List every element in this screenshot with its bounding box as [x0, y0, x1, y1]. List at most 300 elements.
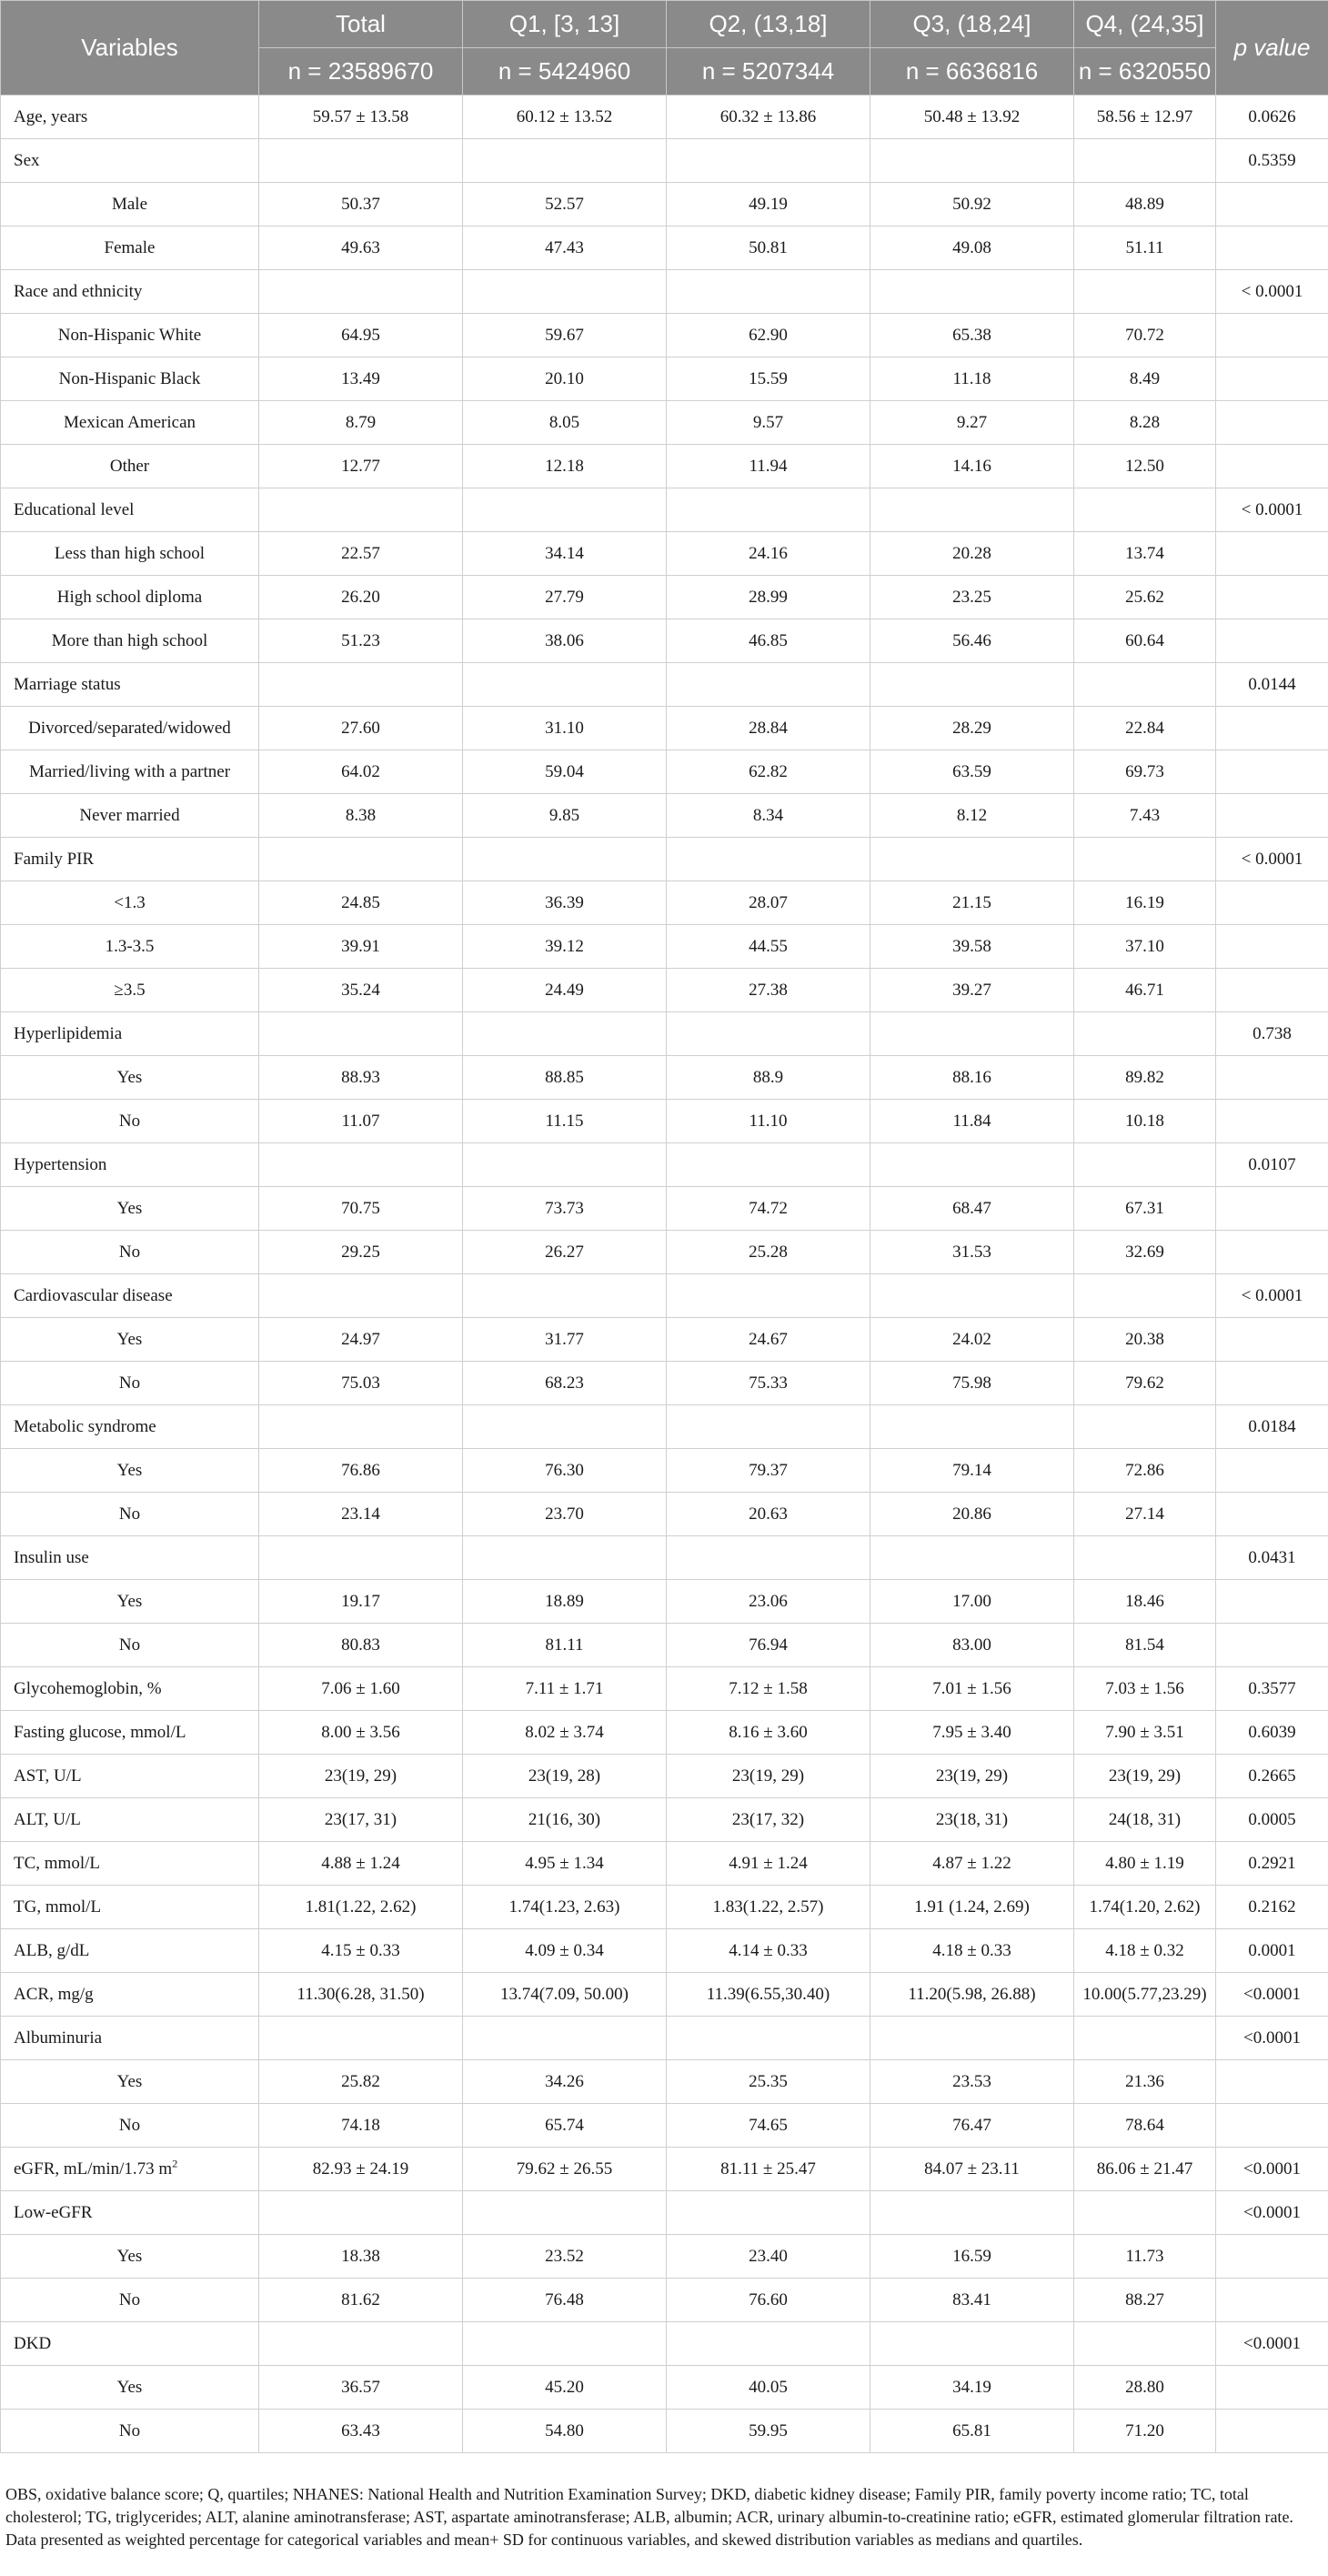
cell-value: [667, 1274, 870, 1318]
row-label: 1.3-3.5: [1, 925, 259, 969]
cell-value: [667, 2191, 870, 2235]
cell-value: 11.07: [259, 1100, 463, 1143]
cell-value: 83.00: [870, 1624, 1074, 1667]
cell-value: [1074, 1405, 1216, 1449]
cell-value: 54.80: [463, 2410, 667, 2453]
cell-value: 23.53: [870, 2060, 1074, 2104]
cell-value: [463, 2322, 667, 2366]
cell-p-value: [1216, 314, 1328, 357]
cell-value: 20.28: [870, 532, 1074, 576]
cell-value: 46.85: [667, 619, 870, 663]
cell-value: 81.62: [259, 2279, 463, 2322]
row-label: Family PIR: [1, 838, 259, 881]
cell-value: 45.20: [463, 2366, 667, 2410]
table-row: [1, 576, 1328, 619]
cell-value: 59.95: [667, 2410, 870, 2453]
cell-p-value: 0.2162: [1216, 1886, 1328, 1929]
cell-value: 11.18: [870, 357, 1074, 401]
cell-p-value: 0.738: [1216, 1012, 1328, 1056]
cell-p-value: [1216, 1362, 1328, 1405]
table-footnotes: [5, 2483, 1323, 2551]
cell-value: 40.05: [667, 2366, 870, 2410]
cell-value: 11.94: [667, 445, 870, 488]
row-label: Sex: [1, 139, 259, 183]
table-row: [1, 226, 1328, 270]
cell-value: [463, 2191, 667, 2235]
cell-value: 4.87 ± 1.22: [870, 1842, 1074, 1886]
cell-value: 20.86: [870, 1493, 1074, 1536]
cell-p-value: 0.0431: [1216, 1536, 1328, 1580]
row-label: Yes: [1, 1580, 259, 1624]
cell-value: 49.63: [259, 226, 463, 270]
cell-value: 67.31: [1074, 1187, 1216, 1231]
cell-p-value: [1216, 183, 1328, 226]
row-label: No: [1, 1231, 259, 1274]
cell-value: 18.46: [1074, 1580, 1216, 1624]
cell-value: 79.37: [667, 1449, 870, 1493]
cell-value: 84.07 ± 23.11: [870, 2148, 1074, 2191]
cell-value: [1074, 2322, 1216, 2366]
cell-value: 88.85: [463, 1056, 667, 1100]
table-row: [1, 1056, 1328, 1100]
cell-value: [1074, 1143, 1216, 1187]
cell-p-value: [1216, 357, 1328, 401]
cell-value: 83.41: [870, 2279, 1074, 2322]
table-row: [1, 1405, 1328, 1449]
cell-value: 23(19, 29): [667, 1755, 870, 1798]
header-group-q4: Q4, (24,35]: [1074, 1, 1216, 48]
cell-value: 13.74(7.09, 50.00): [463, 1973, 667, 2017]
cell-value: 4.18 ± 0.33: [870, 1929, 1074, 1973]
table-row: [1, 2279, 1328, 2322]
table-row: [1, 2104, 1328, 2148]
cell-p-value: <0.0001: [1216, 2322, 1328, 2366]
cell-value: 69.73: [1074, 750, 1216, 794]
cell-value: 73.73: [463, 1187, 667, 1231]
cell-p-value: [1216, 2410, 1328, 2453]
cell-value: 16.59: [870, 2235, 1074, 2279]
table-row: [1, 838, 1328, 881]
cell-p-value: <0.0001: [1216, 2148, 1328, 2191]
cell-value: 23.70: [463, 1493, 667, 1536]
cell-value: 62.82: [667, 750, 870, 794]
cell-value: 4.95 ± 1.34: [463, 1842, 667, 1886]
cell-p-value: [1216, 1624, 1328, 1667]
cell-value: 51.11: [1074, 226, 1216, 270]
row-label: Male: [1, 183, 259, 226]
cell-value: 4.15 ± 0.33: [259, 1929, 463, 1973]
cell-value: 23(19, 29): [259, 1755, 463, 1798]
cell-value: 4.14 ± 0.33: [667, 1929, 870, 1973]
cell-value: [870, 2191, 1074, 2235]
cell-value: [259, 2017, 463, 2060]
cell-value: 9.27: [870, 401, 1074, 445]
cell-value: [870, 1405, 1074, 1449]
cell-p-value: [1216, 750, 1328, 794]
cell-p-value: [1216, 1231, 1328, 1274]
cell-value: 7.01 ± 1.56: [870, 1667, 1074, 1711]
cell-value: [259, 270, 463, 314]
cell-value: [1074, 488, 1216, 532]
cell-value: 8.12: [870, 794, 1074, 838]
cell-value: [1074, 1012, 1216, 1056]
cell-value: 76.60: [667, 2279, 870, 2322]
header-n-q3: n = 6636816: [870, 48, 1074, 96]
cell-value: 72.86: [1074, 1449, 1216, 1493]
cell-value: 36.39: [463, 881, 667, 925]
row-label: Educational level: [1, 488, 259, 532]
cell-value: 27.38: [667, 969, 870, 1012]
table-row: [1, 1100, 1328, 1143]
cell-p-value: <0.0001: [1216, 2017, 1328, 2060]
table-row: [1, 1274, 1328, 1318]
cell-p-value: < 0.0001: [1216, 270, 1328, 314]
cell-value: 12.50: [1074, 445, 1216, 488]
cell-value: 11.39(6.55,30.40): [667, 1973, 870, 2017]
cell-value: 36.57: [259, 2366, 463, 2410]
cell-value: 34.14: [463, 532, 667, 576]
row-label: Female: [1, 226, 259, 270]
cell-value: 75.33: [667, 1362, 870, 1405]
cell-value: [259, 1274, 463, 1318]
cell-value: 4.09 ± 0.34: [463, 1929, 667, 1973]
cell-value: [870, 2322, 1074, 2366]
cell-p-value: [1216, 969, 1328, 1012]
cell-value: [870, 2017, 1074, 2060]
cell-value: 11.20(5.98, 26.88): [870, 1973, 1074, 2017]
cell-value: 1.83(1.22, 2.57): [667, 1886, 870, 1929]
cell-value: 48.89: [1074, 183, 1216, 226]
cell-value: 22.57: [259, 532, 463, 576]
cell-value: 28.29: [870, 707, 1074, 750]
cell-value: 21(16, 30): [463, 1798, 667, 1842]
cell-p-value: [1216, 401, 1328, 445]
cell-value: [463, 139, 667, 183]
cell-value: 29.25: [259, 1231, 463, 1274]
table-row: [1, 2410, 1328, 2453]
cell-value: 25.35: [667, 2060, 870, 2104]
row-label: Yes: [1, 1449, 259, 1493]
cell-value: 21.15: [870, 881, 1074, 925]
header-n-q2: n = 5207344: [667, 48, 870, 96]
table-row: [1, 1580, 1328, 1624]
cell-value: 8.49: [1074, 357, 1216, 401]
cell-value: 24.67: [667, 1318, 870, 1362]
cell-value: 12.77: [259, 445, 463, 488]
row-label: Insulin use: [1, 1536, 259, 1580]
row-label: No: [1, 2410, 259, 2453]
cell-value: 8.02 ± 3.74: [463, 1711, 667, 1755]
cell-value: 23.25: [870, 576, 1074, 619]
cell-value: 7.90 ± 3.51: [1074, 1711, 1216, 1755]
row-label: Glycohemoglobin, %: [1, 1667, 259, 1711]
cell-value: 8.79: [259, 401, 463, 445]
cell-value: 24.97: [259, 1318, 463, 1362]
cell-value: 82.93 ± 24.19: [259, 2148, 463, 2191]
cell-value: [259, 139, 463, 183]
table-row: [1, 1798, 1328, 1842]
cell-value: 28.99: [667, 576, 870, 619]
table-row: [1, 445, 1328, 488]
cell-value: 24.49: [463, 969, 667, 1012]
cell-value: [667, 1405, 870, 1449]
cell-value: 13.49: [259, 357, 463, 401]
row-label: Hyperlipidemia: [1, 1012, 259, 1056]
row-label: Yes: [1, 1318, 259, 1362]
cell-p-value: 0.0005: [1216, 1798, 1328, 1842]
row-label: ALT, U/L: [1, 1798, 259, 1842]
cell-value: [667, 1143, 870, 1187]
cell-value: 46.71: [1074, 969, 1216, 1012]
row-label: No: [1, 1100, 259, 1143]
table-row: [1, 619, 1328, 663]
cell-value: 13.74: [1074, 532, 1216, 576]
row-label: Low-eGFR: [1, 2191, 259, 2235]
table-row: [1, 1624, 1328, 1667]
header-p-value: p value: [1216, 1, 1328, 96]
cell-value: 23.40: [667, 2235, 870, 2279]
header-variables: Variables: [1, 1, 259, 96]
cell-value: [259, 2322, 463, 2366]
cell-value: 7.11 ± 1.71: [463, 1667, 667, 1711]
cell-value: 79.62: [1074, 1362, 1216, 1405]
cell-p-value: 0.0144: [1216, 663, 1328, 707]
cell-value: 4.91 ± 1.24: [667, 1842, 870, 1886]
cell-value: [259, 1143, 463, 1187]
row-label: Yes: [1, 2366, 259, 2410]
cell-value: 23(19, 29): [870, 1755, 1074, 1798]
cell-value: 11.73: [1074, 2235, 1216, 2279]
cell-value: 81.11: [463, 1624, 667, 1667]
cell-p-value: [1216, 532, 1328, 576]
cell-value: 1.81(1.22, 2.62): [259, 1886, 463, 1929]
cell-value: 78.64: [1074, 2104, 1216, 2148]
cell-value: [463, 1274, 667, 1318]
cell-value: 44.55: [667, 925, 870, 969]
cell-value: 23.06: [667, 1580, 870, 1624]
cell-p-value: [1216, 1580, 1328, 1624]
cell-p-value: [1216, 1493, 1328, 1536]
cell-value: 7.43: [1074, 794, 1216, 838]
cell-value: 1.74(1.23, 2.63): [463, 1886, 667, 1929]
table-row: [1, 139, 1328, 183]
cell-value: 75.98: [870, 1362, 1074, 1405]
cell-value: 76.30: [463, 1449, 667, 1493]
cell-value: 28.07: [667, 881, 870, 925]
cell-value: [1074, 1274, 1216, 1318]
cell-value: [667, 488, 870, 532]
cell-value: 20.63: [667, 1493, 870, 1536]
cell-value: 59.67: [463, 314, 667, 357]
cell-value: 23(19, 29): [1074, 1755, 1216, 1798]
row-label: Fasting glucose, mmol/L: [1, 1711, 259, 1755]
row-label: Never married: [1, 794, 259, 838]
table-row: [1, 488, 1328, 532]
cell-value: [870, 1143, 1074, 1187]
cell-value: [870, 270, 1074, 314]
cell-p-value: 0.0001: [1216, 1929, 1328, 1973]
cell-value: 52.57: [463, 183, 667, 226]
table-row: [1, 1536, 1328, 1580]
footnote-abbreviations: OBS, oxidative balance score; Q, quartiles; NHANES: National Health and Nutrition Examination Survey; DKD, diabetic kidney disease; Family PIR, family poverty income ratio; TC, total cholesterol; TG, triglycerides; ALT, alanine aminotransferase; AST, aspartate aminotransferase; ALB, albumin; ACR, urinary albumin-to-creatinine ratio; eGFR, estimated glomerular filtration rate.: [5, 2485, 1293, 2526]
table-row: [1, 314, 1328, 357]
row-label: DKD: [1, 2322, 259, 2366]
header-n-q1: n = 5424960: [463, 48, 667, 96]
row-label: <1.3: [1, 881, 259, 925]
table-row: [1, 1711, 1328, 1755]
cell-value: 16.19: [1074, 881, 1216, 925]
row-label: No: [1, 2104, 259, 2148]
cell-value: 9.85: [463, 794, 667, 838]
cell-value: [259, 663, 463, 707]
cell-p-value: [1216, 576, 1328, 619]
table-row: [1, 969, 1328, 1012]
cell-value: 58.56 ± 12.97: [1074, 96, 1216, 139]
cell-p-value: [1216, 2060, 1328, 2104]
row-label: Yes: [1, 2235, 259, 2279]
cell-value: 88.27: [1074, 2279, 1216, 2322]
cell-value: 23(17, 31): [259, 1798, 463, 1842]
row-label: eGFR, mL/min/1.73 $m^2$: [1, 2148, 259, 2191]
cell-value: 50.92: [870, 183, 1074, 226]
table-row: [1, 1231, 1328, 1274]
cell-value: 10.18: [1074, 1100, 1216, 1143]
cell-value: 76.94: [667, 1624, 870, 1667]
table-row: [1, 183, 1328, 226]
cell-value: 59.04: [463, 750, 667, 794]
row-label: AST, U/L: [1, 1755, 259, 1798]
row-label: ALB, g/dL: [1, 1929, 259, 1973]
cell-value: 4.88 ± 1.24: [259, 1842, 463, 1886]
cell-p-value: [1216, 226, 1328, 270]
cell-value: [870, 1012, 1074, 1056]
cell-value: 28.80: [1074, 2366, 1216, 2410]
table-row: [1, 1318, 1328, 1362]
cell-value: [463, 488, 667, 532]
cell-value: 34.26: [463, 2060, 667, 2104]
header-n-q4: n = 6320550: [1074, 48, 1216, 96]
cell-p-value: [1216, 2104, 1328, 2148]
row-label: No: [1, 1624, 259, 1667]
table-row: [1, 270, 1328, 314]
row-label: Divorced/separated/widowed: [1, 707, 259, 750]
cell-value: 9.57: [667, 401, 870, 445]
cell-value: 81.54: [1074, 1624, 1216, 1667]
cell-value: 20.10: [463, 357, 667, 401]
cell-p-value: [1216, 1100, 1328, 1143]
cell-value: [463, 838, 667, 881]
cell-value: 39.12: [463, 925, 667, 969]
cell-value: [1074, 2017, 1216, 2060]
cell-value: 8.34: [667, 794, 870, 838]
cell-value: 64.02: [259, 750, 463, 794]
cell-value: 25.62: [1074, 576, 1216, 619]
cell-value: 31.10: [463, 707, 667, 750]
cell-value: [667, 838, 870, 881]
cell-value: 68.23: [463, 1362, 667, 1405]
cell-value: 59.57 ± 13.58: [259, 96, 463, 139]
cell-value: [259, 1405, 463, 1449]
header-group-q3: Q3, (18,24]: [870, 1, 1074, 48]
cell-value: 60.64: [1074, 619, 1216, 663]
cell-p-value: 0.0107: [1216, 1143, 1328, 1187]
cell-value: 23.52: [463, 2235, 667, 2279]
table-row: [1, 794, 1328, 838]
cell-value: 24.02: [870, 1318, 1074, 1362]
table-row: [1, 1187, 1328, 1231]
cell-p-value: 0.3577: [1216, 1667, 1328, 1711]
cell-value: [1074, 270, 1216, 314]
cell-value: 12.18: [463, 445, 667, 488]
cell-value: 22.84: [1074, 707, 1216, 750]
cell-value: 76.47: [870, 2104, 1074, 2148]
cell-p-value: [1216, 925, 1328, 969]
cell-value: [667, 270, 870, 314]
cell-value: [463, 2017, 667, 2060]
cell-value: 26.27: [463, 1231, 667, 1274]
cell-value: 38.06: [463, 619, 667, 663]
cell-value: 89.82: [1074, 1056, 1216, 1100]
table-body: [1, 96, 1328, 2453]
cell-value: 8.38: [259, 794, 463, 838]
table-row: [1, 2017, 1328, 2060]
cell-value: [259, 1536, 463, 1580]
cell-p-value: [1216, 1449, 1328, 1493]
table-row: [1, 707, 1328, 750]
header-n-total: n = 23589670: [259, 48, 463, 96]
cell-value: [870, 488, 1074, 532]
cell-value: 27.14: [1074, 1493, 1216, 1536]
cell-value: 1.91 (1.24, 2.69): [870, 1886, 1074, 1929]
cell-value: 39.58: [870, 925, 1074, 969]
cell-value: [1074, 2191, 1216, 2235]
table-row: [1, 881, 1328, 925]
cell-value: [667, 139, 870, 183]
cell-value: 47.43: [463, 226, 667, 270]
cell-value: [667, 1012, 870, 1056]
cell-value: 7.03 ± 1.56: [1074, 1667, 1216, 1711]
cell-value: [259, 2191, 463, 2235]
cell-value: 63.43: [259, 2410, 463, 2453]
table-row: [1, 2366, 1328, 2410]
cell-value: 51.23: [259, 619, 463, 663]
cell-value: [870, 139, 1074, 183]
row-label: Albuminuria: [1, 2017, 259, 2060]
cell-p-value: [1216, 881, 1328, 925]
table-row: [1, 2322, 1328, 2366]
table-row: [1, 1842, 1328, 1886]
cell-p-value: [1216, 1318, 1328, 1362]
cell-value: 39.91: [259, 925, 463, 969]
cell-p-value: <0.0001: [1216, 1973, 1328, 2017]
cell-value: 26.20: [259, 576, 463, 619]
cell-p-value: [1216, 1056, 1328, 1100]
header-group-q2: Q2, (13,18]: [667, 1, 870, 48]
cell-p-value: [1216, 1187, 1328, 1231]
table-row: [1, 1886, 1328, 1929]
cell-value: [463, 663, 667, 707]
cell-value: [870, 1536, 1074, 1580]
table-row: [1, 2191, 1328, 2235]
header-group-q1: Q1, [3, 13]: [463, 1, 667, 48]
table-row: [1, 1929, 1328, 1973]
table-row: [1, 532, 1328, 576]
cell-value: 32.69: [1074, 1231, 1216, 1274]
table-row: [1, 96, 1328, 139]
cell-value: 74.72: [667, 1187, 870, 1231]
cell-p-value: 0.0184: [1216, 1405, 1328, 1449]
cell-value: 60.12 ± 13.52: [463, 96, 667, 139]
